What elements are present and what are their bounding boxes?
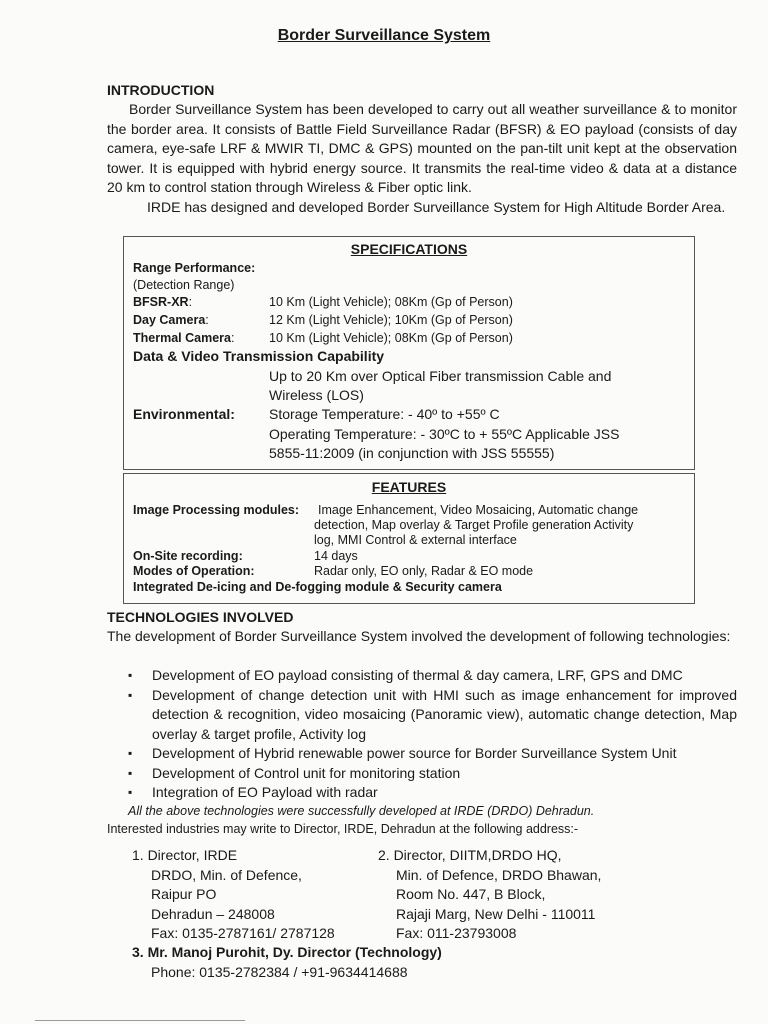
address-1-line: Fax: 0135-2787161/ 2787128 — [151, 925, 335, 941]
transmission-line-1: Up to 20 Km over Optical Fiber transmission Cable and — [269, 368, 612, 384]
specifications-heading: SPECIFICATIONS — [350, 241, 468, 257]
transmission-label: Data & Video Transmission Capability — [133, 348, 385, 364]
environmental-label: Environmental: — [133, 406, 235, 422]
success-note: All the above technologies were successfully developed at IRDE (DRDO) Dehradun. — [128, 804, 595, 818]
spec-value-bfsr: 10 Km (Light Vehicle); 08Km (Gp of Person) — [269, 295, 513, 309]
address-1-line: DRDO, Min. of Defence, — [151, 866, 302, 883]
list-item: ▪ Integration of EO Payload with radar — [107, 783, 737, 803]
spec-colon: : — [188, 295, 193, 309]
detection-range-label: (Detection Range) — [133, 278, 235, 292]
spec-value-day-camera: 12 Km (Light Vehicle); 10Km (Gp of Person) — [269, 313, 513, 327]
address-2-line: Rajaji Marg, New Delhi - 110011 — [396, 905, 596, 922]
intro-paragraph-2: IRDE has designed and developed Border Surveillance System for High Altitude Border Area. — [147, 199, 726, 215]
address-3-name: 3. Mr. Manoj Purohit, Dy. Director (Technology) — [132, 944, 442, 960]
specifications-box — [123, 236, 695, 470]
environmental-line-3: 5855-11:2009 (in conjunction with JSS 55555) — [269, 445, 555, 461]
spec-label: BFSR-XR — [133, 295, 189, 309]
address-1-line: 1. Director, IRDE — [132, 847, 238, 863]
spec-label: Day Camera — [133, 313, 206, 327]
environmental-line-2: Operating Temperature: - 30ºC to + 55ºC Applicable JSS — [269, 426, 620, 442]
address-2-line: 2. Director, DIITM,DRDO HQ, — [378, 847, 562, 863]
onsite-recording-value: 14 days — [314, 549, 358, 563]
features-heading: FEATURES — [371, 479, 447, 495]
integrated-module: Integrated De-icing and De-fogging module & Security camera — [133, 580, 502, 594]
environmental-line-1: Storage Temperature: - 40º to +55º C — [269, 406, 500, 422]
address-2 — [378, 846, 601, 944]
spec-colon: : — [230, 331, 235, 345]
transmission-line-2: Wireless (LOS) — [269, 387, 364, 403]
spec-row-day-camera — [133, 313, 209, 327]
technologies-heading: TECHNOLOGIES INVOLVED — [107, 609, 294, 625]
technologies-list — [107, 666, 737, 803]
range-performance-label: Range Performance: — [133, 261, 256, 275]
modes-value: Radar only, EO only, Radar & EO mode — [314, 564, 534, 578]
spec-row-thermal-camera — [133, 331, 234, 345]
image-processing-line-3: log, MMI Control & external interface — [314, 533, 517, 547]
modes-label: Modes of Operation: — [133, 564, 255, 578]
intro-heading: INTRODUCTION — [107, 82, 215, 98]
list-item: ▪ Development of change detection unit with HMI such as image enhancement for improved detection & recognition, video mosaicing (Panoramic view), automatic change detection, Map overlay & target profile, Activity log — [107, 686, 737, 745]
image-processing-line-2: detection, Map overlay & Target Profile generation Activity — [314, 518, 634, 532]
address-1-line: Dehradun – 248008 — [151, 905, 275, 922]
list-item: ▪ Development of Control unit for monitoring station — [107, 764, 737, 784]
address-1-line: Raipur PO — [151, 886, 217, 902]
footer-rule — [35, 1020, 245, 1021]
address-2-line: Room No. 447, B Block, — [396, 886, 546, 902]
intro-paragraph-1: Border Surveillance System has been developed to carry out all weather surveillance & to monitor the border area. It consists of Battle Field Surveillance Radar (BFSR) & EO payload (consists of day camera, eye-safe LRF & MWIR TI, DMC & GPS) mounted on the pan-tilt unit kept at the observation tower. It is equipped with hybrid energy source. It transmits the real-time video & data at a distance 20 km to control station through Wireless & Fiber optic link. — [107, 101, 737, 195]
address-2-line: Fax: 011-23793008 — [396, 925, 517, 941]
spec-colon: : — [205, 313, 209, 327]
document-title: Border Surveillance System — [277, 27, 491, 44]
spec-label: Thermal Camera — [133, 331, 231, 345]
interested-note: Interested industries may write to Director, IRDE, Dehradun at the following address:- — [107, 822, 579, 836]
spec-value-thermal-camera: 10 Km (Light Vehicle); 08Km (Gp of Person) — [269, 331, 513, 345]
list-item: ▪ Development of Hybrid renewable power source for Border Surveillance System Unit — [107, 744, 737, 764]
features-box — [123, 473, 695, 604]
spec-row-bfsr — [133, 295, 192, 309]
address-1 — [132, 846, 335, 944]
address-3 — [132, 943, 442, 982]
onsite-recording-label: On-Site recording: — [133, 549, 243, 563]
list-item: ▪ Development of EO payload consisting of thermal & day camera, LRF, GPS and DMC — [107, 666, 737, 686]
image-processing-label: Image Processing modules: — [133, 503, 300, 517]
address-3-phone: Phone: 0135-2782384 / +91-9634414688 — [151, 963, 408, 980]
address-2-line: Min. of Defence, DRDO Bhawan, — [396, 866, 602, 883]
technologies-intro: The development of Border Surveillance System involved the development of following technologies: — [107, 628, 731, 644]
image-processing-line-1: Image Enhancement, Video Mosaicing, Automatic change — [318, 503, 639, 517]
